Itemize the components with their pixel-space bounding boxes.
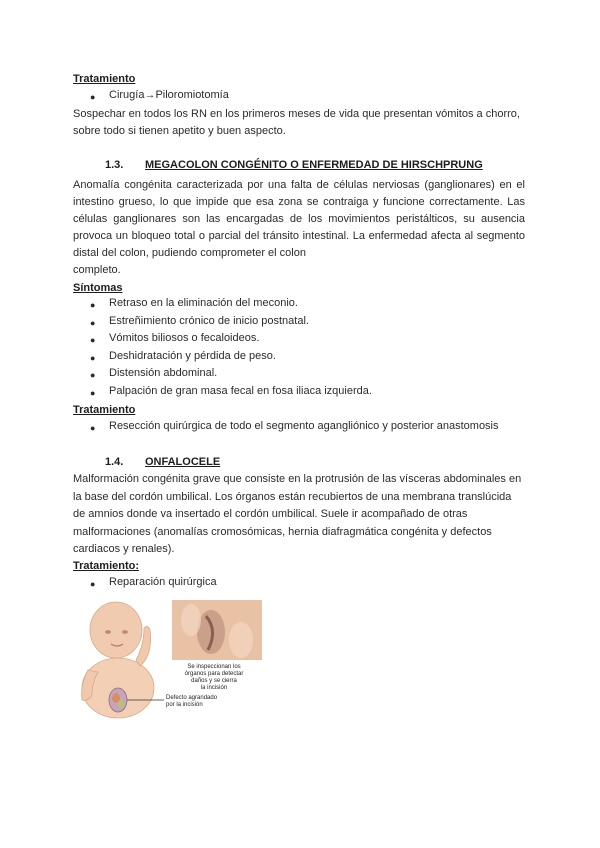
section-title: MEGACOLON CONGÉNITO O ENFERMEDAD DE HIRSCHPRUNG (145, 159, 483, 171)
figure-caption-line: daños y se cierra (191, 678, 237, 684)
paragraph-line: Anomalía congénita caracterizada por una falta de células nerviosas (ganglionares) en el (73, 179, 525, 191)
bullet-icon: ● (90, 335, 96, 345)
symptom-item: Deshidratación y pérdida de peso. (109, 350, 276, 362)
section-number: 1.4. (105, 456, 124, 468)
paragraph-line: provoca un bloqueo total o parcial del tránsito intestinal. La enfermedad afecta al segmento (73, 230, 525, 242)
paragraph-line: células ganglionares son las encargadas de los movimientos peristálticos, su ausencia (73, 213, 525, 225)
paragraph-line: Malformación congénita grave que consiste en la protrusión de las vísceras abdominales en (73, 473, 522, 485)
figure-label-line: por la incisión (166, 702, 203, 708)
bullet-icon: ● (90, 318, 96, 328)
illustration-svg (78, 600, 263, 720)
bullet-icon: ● (90, 579, 96, 589)
paragraph-line: de amnios donde va insertado el cordón umbilical. Suele ir acompañado de otras (73, 508, 468, 520)
bullet-icon: ● (90, 353, 96, 363)
paragraph-line: Sospechar en todos los RN en los primeros meses de vida que presentan vómitos a chorro, (73, 108, 520, 120)
omphalocele-illustration (78, 600, 263, 720)
symptom-item: Vómitos biliosos o fecaloideos. (109, 332, 260, 344)
paragraph-line: cardiacos y renales). (73, 543, 175, 555)
bullet-icon: ● (90, 388, 96, 398)
symptom-item: Distensión abdominal. (109, 367, 218, 379)
bullet-icon: ● (90, 92, 96, 102)
bullet-icon: ● (90, 300, 96, 310)
paragraph-line: la base del cordón umbilical. Los órganos están recubiertos de una membrana translúcida (73, 491, 512, 503)
symptoms-heading: Síntomas (73, 282, 123, 294)
bullet-icon: ● (90, 423, 96, 433)
figure-caption-line: la incisión (200, 685, 228, 691)
treatment-item: Resección quirúrgica de todo el segmento agangliónico y posterior anastomosis (109, 420, 499, 432)
treatment-heading: Tratamiento (73, 73, 136, 85)
bullet-icon: ● (90, 370, 96, 380)
figure-label-line: Defecto agrandado (166, 695, 218, 701)
symptom-item: Estreñimiento crónico de inicio postnatal. (109, 315, 309, 327)
treatment-item: Reparación quirúrgica (109, 576, 217, 588)
figure-caption-line: Se inspeccionan los (187, 664, 241, 670)
treatment-heading: Tratamiento (73, 404, 136, 416)
treatment-item: Cirugía→Piloromiotomía (109, 89, 229, 101)
treatment-heading: Tratamiento: (73, 560, 140, 572)
paragraph-line: sobre todo si tienen apetito y buen aspecto. (73, 125, 286, 137)
section-title: ONFALOCELE (145, 456, 221, 468)
paragraph-line: completo. (73, 264, 121, 276)
paragraph-line: malformaciones (anomalías cromosómicas, hernia diafragmática congénita y defectos (73, 526, 492, 538)
paragraph-line: distal del colon, pudiendo comprometer el colon (73, 247, 306, 259)
figure-caption-line: órganos para detectar (184, 671, 244, 677)
symptom-item: Retraso en la eliminación del meconio. (109, 297, 298, 309)
symptom-item: Palpación de gran masa fecal en fosa iliaca izquierda. (109, 385, 372, 397)
paragraph-line: intestino grueso, lo que impide que esa zona se contraiga y funcione correctamente. Las (73, 196, 525, 208)
section-number: 1.3. (105, 159, 124, 171)
